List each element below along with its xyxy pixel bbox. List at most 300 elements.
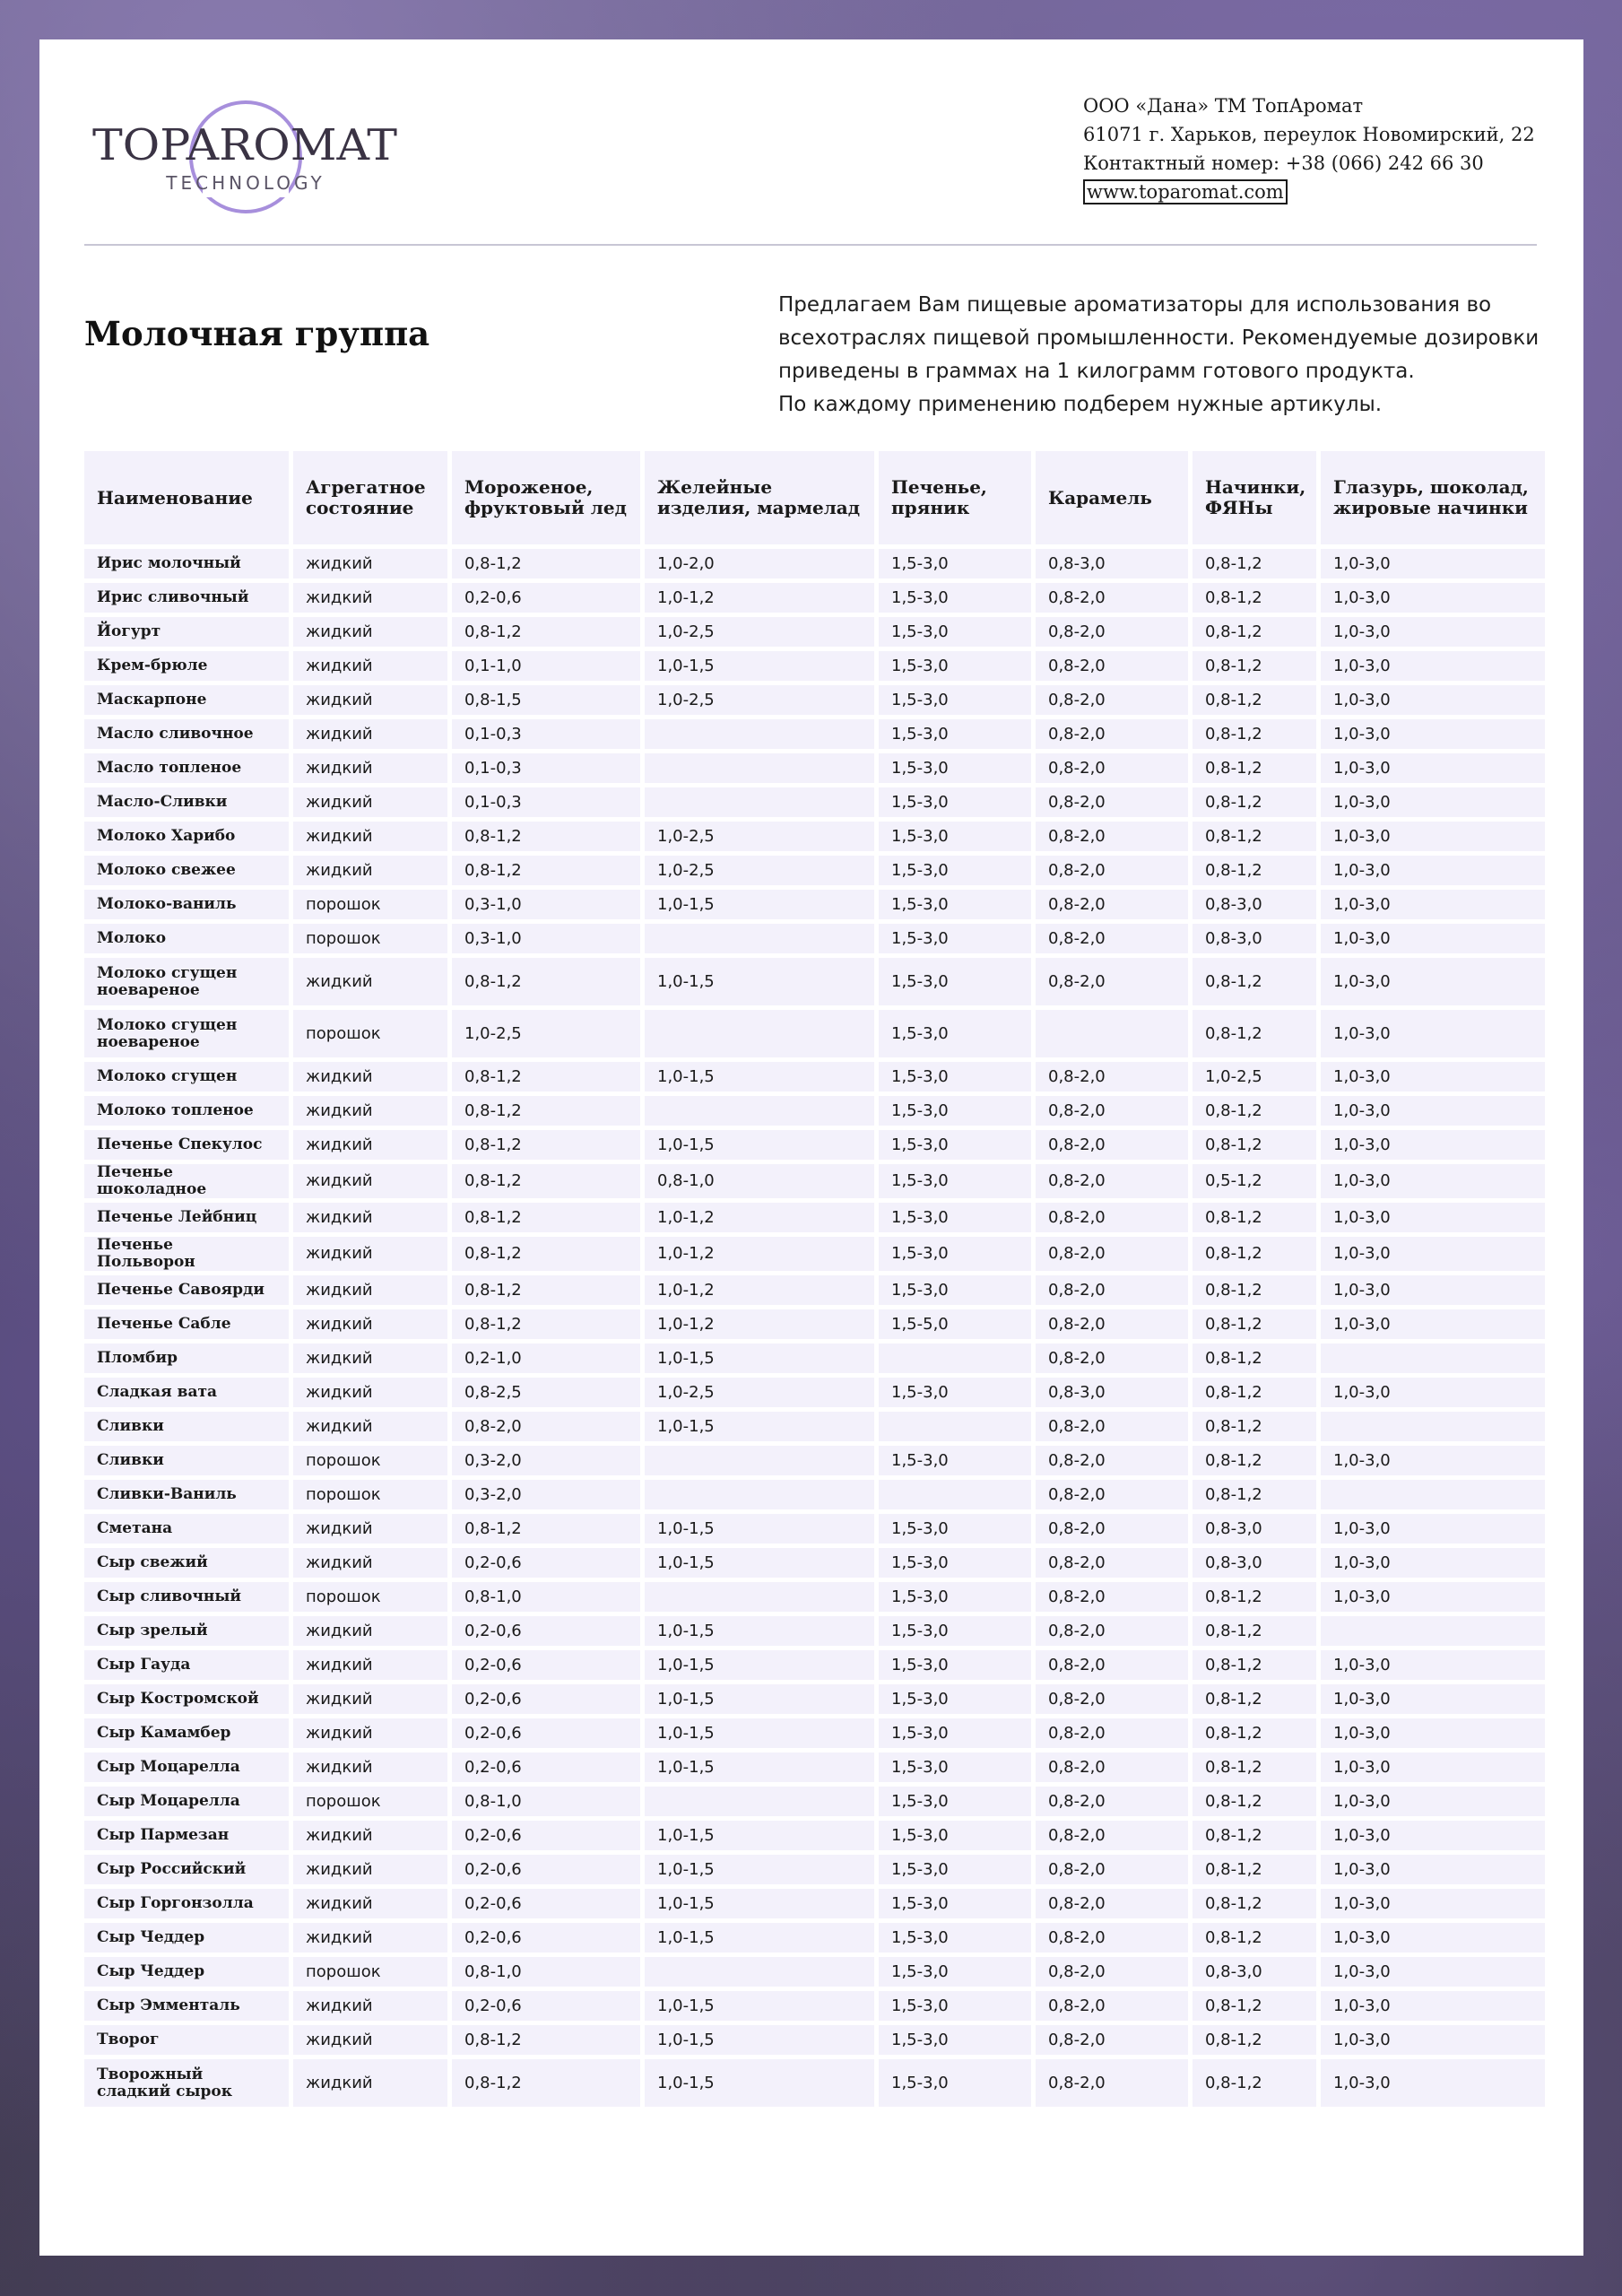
cell-icecream: 0,8-2,5: [452, 1378, 640, 1407]
cell-state: жидкий: [293, 1344, 447, 1373]
cell-caramel: 0,8-2,0: [1036, 651, 1188, 681]
cell-name: Масло-Сливки: [84, 787, 289, 817]
cell-caramel: 0,8-2,0: [1036, 1548, 1188, 1578]
cell-cookies: 1,5-3,0: [879, 1164, 1031, 1198]
cell-glaze: 1,0-3,0: [1321, 753, 1545, 783]
cell-state: жидкий: [293, 2025, 447, 2055]
cell-icecream: 0,2-0,6: [452, 1650, 640, 1680]
cell-caramel: 0,8-2,0: [1036, 1203, 1188, 1232]
table-row: [84, 1616, 1545, 1646]
cell-glaze: 1,0-3,0: [1321, 958, 1545, 1005]
cell-fillings: 0,8-1,2: [1193, 1616, 1316, 1646]
cell-cookies: 1,5-3,0: [879, 753, 1031, 783]
cell-jelly: [645, 1096, 874, 1126]
cell-state: жидкий: [293, 1821, 447, 1850]
cell-fillings: 0,8-1,2: [1193, 2059, 1316, 2107]
cell-cookies: [879, 1412, 1031, 1441]
cell-name: Молоко сгущен ноевареное: [84, 1010, 289, 1057]
table-row: [84, 1684, 1545, 1714]
cell-name: Сыр Моцарелла: [84, 1787, 289, 1816]
table-row: [84, 719, 1545, 749]
cell-icecream: 0,2-0,6: [452, 1616, 640, 1646]
table-row: [84, 2025, 1545, 2055]
cell-fillings: 0,8-1,2: [1193, 1412, 1316, 1441]
cell-icecream: 0,8-1,2: [452, 1130, 640, 1160]
cell-cookies: 1,5-3,0: [879, 719, 1031, 749]
table-body: [84, 549, 1545, 2107]
cell-fillings: 0,8-1,2: [1193, 1309, 1316, 1339]
cell-caramel: 0,8-2,0: [1036, 1582, 1188, 1612]
cell-cookies: 1,5-3,0: [879, 583, 1031, 613]
table-row: [84, 2059, 1545, 2107]
cell-cookies: 1,5-3,0: [879, 685, 1031, 715]
header-caramel: Карамель: [1036, 451, 1188, 544]
cell-cookies: 1,5-3,0: [879, 856, 1031, 885]
cell-glaze: 1,0-3,0: [1321, 1787, 1545, 1816]
cell-glaze: 1,0-3,0: [1321, 1062, 1545, 1091]
cell-state: порошок: [293, 1480, 447, 1509]
cell-state: жидкий: [293, 1991, 447, 2021]
cell-glaze: 1,0-3,0: [1321, 617, 1545, 647]
table-row: [84, 1957, 1545, 1987]
cell-icecream: 0,8-1,2: [452, 617, 640, 647]
cell-glaze: 1,0-3,0: [1321, 924, 1545, 953]
cell-fillings: 0,8-1,2: [1193, 1275, 1316, 1305]
cell-caramel: 0,8-2,0: [1036, 1855, 1188, 1884]
intro-line: По каждому применению подберем нужные артикулы.: [778, 393, 1383, 416]
cell-state: порошок: [293, 1957, 447, 1987]
cell-icecream: 0,2-0,6: [452, 1855, 640, 1884]
table-row: [84, 1446, 1545, 1475]
cell-jelly: 1,0-2,5: [645, 685, 874, 715]
cell-state: жидкий: [293, 2059, 447, 2107]
cell-icecream: 0,1-0,3: [452, 787, 640, 817]
cell-icecream: 0,8-1,0: [452, 1582, 640, 1612]
table-row: [84, 583, 1545, 613]
cell-fillings: 0,8-1,2: [1193, 1344, 1316, 1373]
cell-fillings: 0,8-1,2: [1193, 617, 1316, 647]
cell-icecream: 0,8-1,2: [452, 549, 640, 578]
cell-glaze: 1,0-3,0: [1321, 1096, 1545, 1126]
cell-state: порошок: [293, 1010, 447, 1057]
cell-jelly: 1,0-1,2: [645, 583, 874, 613]
cell-name: Печенье Польворон: [84, 1237, 289, 1271]
cell-cookies: [879, 1344, 1031, 1373]
cell-name: Масло топленое: [84, 753, 289, 783]
cell-fillings: 0,8-1,2: [1193, 787, 1316, 817]
table-row: [84, 685, 1545, 715]
cell-glaze: 1,0-3,0: [1321, 890, 1545, 919]
cell-jelly: 1,0-1,5: [645, 1855, 874, 1884]
cell-fillings: 0,8-1,2: [1193, 2025, 1316, 2055]
cell-state: жидкий: [293, 1855, 447, 1884]
cell-fillings: 0,8-1,2: [1193, 1203, 1316, 1232]
price-sheet-page: [39, 39, 1583, 2256]
contact-block: [1083, 91, 1549, 206]
cell-caramel: 0,8-2,0: [1036, 1514, 1188, 1544]
cell-fillings: 0,8-1,2: [1193, 1752, 1316, 1782]
cell-glaze: 1,0-3,0: [1321, 822, 1545, 851]
cell-state: жидкий: [293, 1718, 447, 1748]
cell-name: Сливки: [84, 1412, 289, 1441]
cell-cookies: 1,5-3,0: [879, 1237, 1031, 1271]
cell-fillings: 0,8-1,2: [1193, 719, 1316, 749]
cell-glaze: 1,0-3,0: [1321, 1010, 1545, 1057]
table-row: [84, 958, 1545, 1005]
cell-fillings: 0,8-1,2: [1193, 822, 1316, 851]
cell-caramel: [1036, 1010, 1188, 1057]
cell-fillings: 1,0-2,5: [1193, 1062, 1316, 1091]
cell-icecream: 0,8-1,0: [452, 1787, 640, 1816]
cell-name: Печенье шоколадное: [84, 1164, 289, 1198]
cell-jelly: 0,8-1,0: [645, 1164, 874, 1198]
cell-glaze: 1,0-3,0: [1321, 1821, 1545, 1850]
table-row: [84, 1718, 1545, 1748]
cell-caramel: 0,8-2,0: [1036, 890, 1188, 919]
cell-jelly: 1,0-1,2: [645, 1309, 874, 1339]
cell-name: Молоко свежее: [84, 856, 289, 885]
table-row: [84, 856, 1545, 885]
cell-cookies: 1,5-3,0: [879, 617, 1031, 647]
cell-glaze: [1321, 1344, 1545, 1373]
cell-cookies: 1,5-3,0: [879, 2059, 1031, 2107]
table-row: [84, 1889, 1545, 1918]
cell-caramel: 0,8-2,0: [1036, 685, 1188, 715]
table-row: [84, 1855, 1545, 1884]
cell-cookies: 1,5-3,0: [879, 1889, 1031, 1918]
table-row: [84, 1480, 1545, 1509]
cell-fillings: 0,8-1,2: [1193, 1096, 1316, 1126]
cell-icecream: 0,8-1,2: [452, 822, 640, 851]
cell-cookies: 1,5-3,0: [879, 1548, 1031, 1578]
cell-icecream: 0,2-0,6: [452, 1821, 640, 1850]
cell-name: Сливки-Ваниль: [84, 1480, 289, 1509]
cell-fillings: 0,8-1,2: [1193, 1991, 1316, 2021]
intro-line: Предлагаем Вам пищевые ароматизаторы для использования во: [778, 293, 1492, 317]
cell-name: Пломбир: [84, 1344, 289, 1373]
cell-jelly: [645, 924, 874, 953]
cell-state: жидкий: [293, 1684, 447, 1714]
cell-cookies: 1,5-3,0: [879, 787, 1031, 817]
dosage-table: [80, 447, 1549, 2111]
cell-cookies: 1,5-3,0: [879, 890, 1031, 919]
table-row: [84, 1096, 1545, 1126]
intro-line: всехотраслях пищевой промышленности. Рекомендуемые дозировки: [778, 326, 1540, 350]
cell-name: Сладкая вата: [84, 1378, 289, 1407]
cell-caramel: 0,8-2,0: [1036, 1412, 1188, 1441]
cell-icecream: 0,2-0,6: [452, 1991, 640, 2021]
intro-line: приведены в граммах на 1 килограмм готового продукта.: [778, 360, 1415, 383]
cell-jelly: 1,0-2,5: [645, 856, 874, 885]
cell-glaze: 1,0-3,0: [1321, 1203, 1545, 1232]
cell-fillings: 0,8-1,2: [1193, 549, 1316, 578]
cell-name: Сыр Костромской: [84, 1684, 289, 1714]
cell-icecream: 0,3-1,0: [452, 890, 640, 919]
cell-state: жидкий: [293, 583, 447, 613]
cell-state: жидкий: [293, 1923, 447, 1952]
cell-cookies: 1,5-3,0: [879, 958, 1031, 1005]
cell-jelly: 1,0-1,5: [645, 1344, 874, 1373]
cell-fillings: 0,8-1,2: [1193, 1237, 1316, 1271]
cell-jelly: 1,0-1,5: [645, 1548, 874, 1578]
cell-icecream: 0,2-0,6: [452, 1889, 640, 1918]
cell-name: Молоко сгущен: [84, 1062, 289, 1091]
cell-cookies: 1,5-3,0: [879, 1991, 1031, 2021]
cell-fillings: 0,8-1,2: [1193, 1378, 1316, 1407]
cell-state: жидкий: [293, 1514, 447, 1544]
table-row: [84, 1991, 1545, 2021]
cell-jelly: 1,0-1,5: [645, 1130, 874, 1160]
cell-cookies: 1,5-3,0: [879, 1130, 1031, 1160]
cell-fillings: 0,8-1,2: [1193, 856, 1316, 885]
cell-name: Сметана: [84, 1514, 289, 1544]
cell-glaze: 1,0-3,0: [1321, 1275, 1545, 1305]
cell-caramel: 0,8-2,0: [1036, 958, 1188, 1005]
cell-glaze: 1,0-3,0: [1321, 1957, 1545, 1987]
cell-fillings: 0,8-3,0: [1193, 924, 1316, 953]
cell-glaze: 1,0-3,0: [1321, 685, 1545, 715]
cell-state: жидкий: [293, 1203, 447, 1232]
cell-fillings: 0,8-1,2: [1193, 651, 1316, 681]
cell-cookies: 1,5-3,0: [879, 1582, 1031, 1612]
cell-cookies: 1,5-3,0: [879, 1275, 1031, 1305]
cell-cookies: 1,5-3,0: [879, 822, 1031, 851]
table-row: [84, 1821, 1545, 1850]
toparomat-logo: [88, 97, 402, 222]
cell-jelly: 1,0-1,5: [645, 1514, 874, 1544]
cell-state: порошок: [293, 890, 447, 919]
cell-glaze: 1,0-3,0: [1321, 2059, 1545, 2107]
cell-jelly: [645, 787, 874, 817]
table-row: [84, 1344, 1545, 1373]
table-row: [84, 1378, 1545, 1407]
cell-caramel: 0,8-2,0: [1036, 787, 1188, 817]
cell-glaze: 1,0-3,0: [1321, 856, 1545, 885]
cell-caramel: 0,8-2,0: [1036, 1309, 1188, 1339]
cell-icecream: 0,1-0,3: [452, 719, 640, 749]
cell-caramel: 0,8-2,0: [1036, 1237, 1188, 1271]
cell-icecream: 0,8-1,2: [452, 1062, 640, 1091]
cell-caramel: 0,8-3,0: [1036, 1378, 1188, 1407]
table-row: [84, 822, 1545, 851]
cell-icecream: 0,8-1,2: [452, 1164, 640, 1198]
cell-state: жидкий: [293, 856, 447, 885]
section-title: Молочная группа: [84, 314, 430, 353]
cell-icecream: 0,2-0,6: [452, 1684, 640, 1714]
cell-jelly: 1,0-1,5: [645, 651, 874, 681]
cell-jelly: [645, 1010, 874, 1057]
cell-name: Сыр сливочный: [84, 1582, 289, 1612]
cell-name: Ирис молочный: [84, 549, 289, 578]
cell-fillings: 0,8-1,2: [1193, 1446, 1316, 1475]
cell-state: жидкий: [293, 1062, 447, 1091]
table-row: [84, 1923, 1545, 1952]
cell-name: Сыр Чеддер: [84, 1923, 289, 1952]
cell-icecream: 0,8-1,2: [452, 2025, 640, 2055]
cell-name: Йогурт: [84, 617, 289, 647]
cell-name: Молоко сгущен ноевареное: [84, 958, 289, 1005]
cell-glaze: 1,0-3,0: [1321, 1130, 1545, 1160]
cell-fillings: 0,8-1,2: [1193, 1130, 1316, 1160]
cell-glaze: [1321, 1480, 1545, 1509]
cell-name: Молоко: [84, 924, 289, 953]
cell-name: Сыр Чеддер: [84, 1957, 289, 1987]
cell-caramel: 0,8-2,0: [1036, 1164, 1188, 1198]
cell-glaze: 1,0-3,0: [1321, 787, 1545, 817]
cell-state: жидкий: [293, 719, 447, 749]
cell-jelly: 1,0-2,5: [645, 1378, 874, 1407]
cell-caramel: 0,8-2,0: [1036, 1889, 1188, 1918]
cell-glaze: 1,0-3,0: [1321, 1718, 1545, 1748]
cell-glaze: 1,0-3,0: [1321, 719, 1545, 749]
cell-cookies: 1,5-3,0: [879, 1718, 1031, 1748]
cell-name: Сыр Эмменталь: [84, 1991, 289, 2021]
cell-glaze: 1,0-3,0: [1321, 1752, 1545, 1782]
header-jelly: Желейные изделия, мармелад: [645, 451, 874, 544]
table-header-row: [84, 451, 1545, 544]
cell-jelly: [645, 1582, 874, 1612]
cell-icecream: 0,8-1,5: [452, 685, 640, 715]
cell-glaze: 1,0-3,0: [1321, 1309, 1545, 1339]
table-row: [84, 1062, 1545, 1091]
cell-state: жидкий: [293, 685, 447, 715]
website-link[interactable]: www.toparomat.com: [1083, 179, 1288, 204]
cell-cookies: 1,5-3,0: [879, 1752, 1031, 1782]
cell-state: жидкий: [293, 787, 447, 817]
cell-glaze: 1,0-3,0: [1321, 1237, 1545, 1271]
cell-glaze: 1,0-3,0: [1321, 1582, 1545, 1612]
cell-name: Молоко топленое: [84, 1096, 289, 1126]
cell-name: Ирис сливочный: [84, 583, 289, 613]
cell-caramel: 0,8-2,0: [1036, 753, 1188, 783]
cell-fillings: 0,8-1,2: [1193, 1582, 1316, 1612]
table-row: [84, 924, 1545, 953]
cell-state: жидкий: [293, 1378, 447, 1407]
cell-fillings: 0,8-1,2: [1193, 1480, 1316, 1509]
cell-caramel: 0,8-2,0: [1036, 856, 1188, 885]
cell-caramel: 0,8-2,0: [1036, 1344, 1188, 1373]
cell-fillings: 0,8-1,2: [1193, 958, 1316, 1005]
header-fillings: Начинки, ФЯНы: [1193, 451, 1316, 544]
cell-state: порошок: [293, 1446, 447, 1475]
cell-glaze: 1,0-3,0: [1321, 2025, 1545, 2055]
cell-jelly: [645, 1957, 874, 1987]
cell-icecream: 0,8-1,2: [452, 2059, 640, 2107]
cell-state: жидкий: [293, 1275, 447, 1305]
cell-name: Печенье Лейбниц: [84, 1203, 289, 1232]
cell-jelly: 1,0-1,5: [645, 1718, 874, 1748]
cell-caramel: 0,8-3,0: [1036, 549, 1188, 578]
table-row: [84, 617, 1545, 647]
cell-caramel: 0,8-2,0: [1036, 1684, 1188, 1714]
header-icecream: Мороженое, фруктовый лед: [452, 451, 640, 544]
cell-caramel: 0,8-2,0: [1036, 822, 1188, 851]
table-row: [84, 1309, 1545, 1339]
cell-cookies: 1,5-3,0: [879, 1616, 1031, 1646]
cell-fillings: 0,8-3,0: [1193, 1514, 1316, 1544]
cell-state: жидкий: [293, 651, 447, 681]
cell-icecream: 0,8-1,2: [452, 1514, 640, 1544]
cell-caramel: 0,8-2,0: [1036, 583, 1188, 613]
cell-jelly: 1,0-2,5: [645, 617, 874, 647]
cell-cookies: 1,5-3,0: [879, 1821, 1031, 1850]
cell-cookies: 1,5-3,0: [879, 1446, 1031, 1475]
cell-cookies: 1,5-3,0: [879, 1062, 1031, 1091]
cell-caramel: 0,8-2,0: [1036, 1991, 1188, 2021]
cell-name: Сыр зрелый: [84, 1616, 289, 1646]
table-row: [84, 787, 1545, 817]
cell-state: порошок: [293, 1582, 447, 1612]
cell-name: Сыр Моцарелла: [84, 1752, 289, 1782]
company-phone: Контактный номер: +38 (066) 242 66 30: [1083, 152, 1484, 174]
table-row: [84, 753, 1545, 783]
cell-name: Сыр Камамбер: [84, 1718, 289, 1748]
cell-name: Печенье Сабле: [84, 1309, 289, 1339]
cell-fillings: 0,8-1,2: [1193, 1889, 1316, 1918]
cell-cookies: 1,5-3,0: [879, 1378, 1031, 1407]
cell-name: Сыр свежий: [84, 1548, 289, 1578]
cell-state: жидкий: [293, 822, 447, 851]
cell-jelly: 1,0-1,2: [645, 1275, 874, 1305]
cell-glaze: 1,0-3,0: [1321, 1889, 1545, 1918]
cell-name: Сыр Российский: [84, 1855, 289, 1884]
cell-fillings: 0,8-3,0: [1193, 890, 1316, 919]
cell-jelly: 1,0-1,5: [645, 2025, 874, 2055]
cell-cookies: [879, 1480, 1031, 1509]
cell-caramel: 0,8-2,0: [1036, 1275, 1188, 1305]
cell-state: жидкий: [293, 753, 447, 783]
cell-jelly: 1,0-1,5: [645, 1991, 874, 2021]
cell-glaze: 1,0-3,0: [1321, 1514, 1545, 1544]
cell-icecream: 0,8-1,2: [452, 856, 640, 885]
cell-glaze: 1,0-3,0: [1321, 1991, 1545, 2021]
cell-icecream: 0,8-1,2: [452, 1096, 640, 1126]
table-row: [84, 549, 1545, 578]
table-row: [84, 1548, 1545, 1578]
cell-cookies: 1,5-3,0: [879, 1684, 1031, 1714]
table-row: [84, 1010, 1545, 1057]
cell-icecream: 0,2-1,0: [452, 1344, 640, 1373]
cell-cookies: 1,5-3,0: [879, 2025, 1031, 2055]
cell-icecream: 0,1-0,3: [452, 753, 640, 783]
cell-glaze: 1,0-3,0: [1321, 1446, 1545, 1475]
cell-caramel: 0,8-2,0: [1036, 2025, 1188, 2055]
cell-glaze: 1,0-3,0: [1321, 1548, 1545, 1578]
cell-icecream: 0,2-0,6: [452, 583, 640, 613]
cell-caramel: 0,8-2,0: [1036, 1821, 1188, 1850]
cell-cookies: 1,5-3,0: [879, 1957, 1031, 1987]
cell-fillings: 0,8-3,0: [1193, 1548, 1316, 1578]
table-row: [84, 1275, 1545, 1305]
cell-jelly: 1,0-2,0: [645, 549, 874, 578]
cell-jelly: [645, 719, 874, 749]
cell-fillings: 0,5-1,2: [1193, 1164, 1316, 1198]
cell-jelly: [645, 1787, 874, 1816]
cell-icecream: 0,8-1,2: [452, 1275, 640, 1305]
table-row: [84, 1650, 1545, 1680]
cell-fillings: 0,8-1,2: [1193, 685, 1316, 715]
cell-name: Сливки: [84, 1446, 289, 1475]
cell-glaze: 1,0-3,0: [1321, 1855, 1545, 1884]
cell-fillings: 0,8-1,2: [1193, 1650, 1316, 1680]
cell-jelly: 1,0-1,5: [645, 958, 874, 1005]
cell-state: жидкий: [293, 958, 447, 1005]
cell-icecream: 0,1-1,0: [452, 651, 640, 681]
cell-fillings: 0,8-1,2: [1193, 1787, 1316, 1816]
cell-name: Молоко-ваниль: [84, 890, 289, 919]
cell-caramel: 0,8-2,0: [1036, 924, 1188, 953]
cell-caramel: 0,8-2,0: [1036, 1752, 1188, 1782]
